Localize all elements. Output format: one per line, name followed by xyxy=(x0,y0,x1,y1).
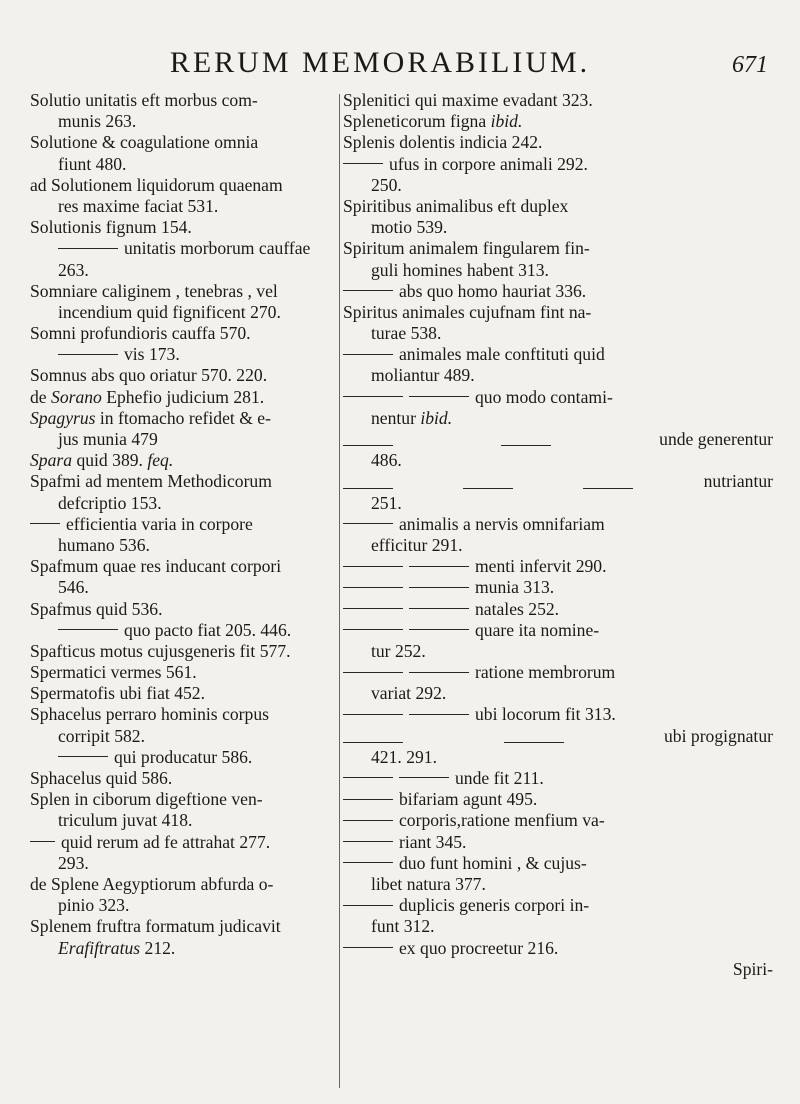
index-line-text: ad Solutionem liquidorum quaenam xyxy=(30,174,283,195)
index-line xyxy=(30,895,342,916)
ditto-dash xyxy=(409,587,469,588)
ditto-dash xyxy=(343,672,403,673)
index-line-text: Spafticus motus cujusgeneris fit 577. xyxy=(30,640,291,661)
ditto-dash xyxy=(58,354,118,355)
ditto-dash xyxy=(343,608,403,609)
index-line-text: Splenem fruftra formatum judicavit xyxy=(30,916,281,937)
index-line-text: de Splene Aegyptiorum abfurda o- xyxy=(30,873,274,894)
ditto-dash xyxy=(409,714,469,715)
ditto-dash xyxy=(409,629,469,630)
index-line xyxy=(343,471,773,492)
index-line-text: ex quo procreetur 216. xyxy=(399,937,559,958)
index-line-text: res maxime faciat 531. xyxy=(58,195,219,216)
index-line-text: Spermatofis ubi fiat 452. xyxy=(30,683,205,704)
index-line xyxy=(30,217,342,238)
index-line-text: corripit 582. xyxy=(58,725,145,746)
index-line xyxy=(343,874,773,895)
index-line-text: abs quo homo hauriat 336. xyxy=(399,280,587,301)
index-line xyxy=(30,683,342,704)
index-line xyxy=(30,365,342,386)
ditto-dash xyxy=(30,523,60,524)
index-line-text: ufus in corpore animali 292. xyxy=(389,153,588,174)
index-line-text: 421. 291. xyxy=(371,746,437,767)
index-line xyxy=(30,493,342,514)
index-line-text: funt 312. xyxy=(371,916,435,937)
index-line xyxy=(343,196,773,217)
index-line-text: ubi progignatur xyxy=(664,725,773,746)
index-line-text: Spara quid 389. feq. xyxy=(30,450,174,471)
index-line-text: Somni profundioris cauffa 570. xyxy=(30,323,251,344)
index-line xyxy=(343,90,773,111)
index-line-text: libet natura 377. xyxy=(371,873,486,894)
index-line xyxy=(343,238,773,259)
index-line-text: 546. xyxy=(58,577,89,598)
index-line xyxy=(343,556,773,577)
index-line-text: 250. xyxy=(371,174,402,195)
index-line xyxy=(30,323,342,344)
index-line xyxy=(30,662,342,683)
index-line xyxy=(30,196,342,217)
index-line xyxy=(343,493,773,514)
index-line xyxy=(343,260,773,281)
index-line xyxy=(343,810,773,831)
running-header: RERUM MEMORABILIUM. xyxy=(169,46,591,79)
index-line-text: Spiritus animales cujufnam fint na- xyxy=(343,301,592,322)
index-line xyxy=(30,471,342,492)
index-line-text: de Sorano Ephefio judicium 281. xyxy=(30,386,265,407)
index-line xyxy=(343,535,773,556)
index-line-text: animalis a nervis omnifariam xyxy=(399,513,605,534)
index-line-text: Spafmus quid 536. xyxy=(30,598,163,619)
index-line-text: nutriantur xyxy=(703,471,773,492)
ditto-dash xyxy=(343,777,393,778)
index-line-text: Solutione & coagulatione omnia xyxy=(30,132,259,153)
index-line xyxy=(343,514,773,535)
index-line xyxy=(343,641,773,662)
index-line xyxy=(343,916,773,937)
ditto-dash xyxy=(343,429,393,446)
ditto-dash xyxy=(409,566,469,567)
index-line xyxy=(30,789,342,810)
index-line-text: Spafmum quae res inducant corpori xyxy=(30,556,282,577)
index-line-text: Spiri- xyxy=(732,958,773,979)
ditto-dash xyxy=(58,248,118,249)
index-line xyxy=(343,895,773,916)
ditto-dash xyxy=(399,777,449,778)
index-line xyxy=(30,111,342,132)
index-line xyxy=(343,704,773,725)
ditto-dash xyxy=(343,163,383,164)
index-line xyxy=(343,959,773,980)
index-line-text: humano 536. xyxy=(58,534,150,555)
index-line xyxy=(343,450,773,471)
index-line-text: bifariam agunt 495. xyxy=(399,789,538,810)
ditto-dash xyxy=(343,905,393,906)
index-line-text: unitatis morborum cauffae xyxy=(124,238,311,259)
index-line-text: moliantur 489. xyxy=(371,365,475,386)
index-line-text: motio 539. xyxy=(371,217,448,238)
index-line xyxy=(30,810,342,831)
ditto-dash xyxy=(343,726,403,743)
index-line-text: 263. xyxy=(58,259,89,280)
index-line xyxy=(343,662,773,683)
index-line-text: Sphacelus quid 586. xyxy=(30,768,173,788)
index-line-text: pinio 323. xyxy=(58,895,130,916)
index-line-text: Sphacelus perraro hominis corpus xyxy=(30,704,269,725)
index-line xyxy=(30,641,342,662)
index-line xyxy=(30,387,342,408)
index-line-text: turae 538. xyxy=(371,323,442,344)
index-line-text: Splenitici qui maxime evadant 323. xyxy=(343,90,593,110)
index-line xyxy=(343,387,773,408)
index-line xyxy=(30,832,342,853)
index-line-text: jus munia 479 xyxy=(58,429,158,449)
index-line xyxy=(343,747,773,768)
index-line-text: 293. xyxy=(58,852,89,873)
index-line-text: munia 313. xyxy=(475,577,555,598)
index-line-text: duplicis generis corpori in- xyxy=(399,895,590,916)
ditto-dash xyxy=(463,471,513,488)
ditto-dash xyxy=(343,396,403,397)
index-line xyxy=(30,577,342,598)
index-line xyxy=(343,853,773,874)
index-line xyxy=(343,726,773,747)
index-line-text: riant 345. xyxy=(399,831,467,852)
ditto-dash xyxy=(409,396,469,397)
index-line-text: animales male conftituti quid xyxy=(399,344,605,365)
ditto-dash xyxy=(343,629,403,630)
index-line-text: quo modo contami- xyxy=(475,386,613,407)
index-line-text: ratione membrorum xyxy=(475,662,616,683)
index-line xyxy=(30,556,342,577)
index-line xyxy=(343,111,773,132)
index-line-text: Spiritum animalem fingularem fin- xyxy=(343,238,590,259)
index-line-text: efficitur 291. xyxy=(371,534,463,555)
ditto-dash xyxy=(343,587,403,588)
index-line xyxy=(343,832,773,853)
index-line xyxy=(343,281,773,302)
ditto-dash xyxy=(58,629,118,630)
index-line xyxy=(30,747,342,768)
ditto-dash xyxy=(343,471,393,488)
index-line-text: Splenis dolentis indicia 242. xyxy=(343,132,543,153)
index-line-text: Spagyrus in ftomacho refidet & e- xyxy=(30,407,271,428)
ditto-dash xyxy=(58,756,108,757)
ditto-dash xyxy=(343,947,393,948)
ditto-dash xyxy=(343,354,393,355)
index-line-text: triculum juvat 418. xyxy=(58,810,193,831)
index-line-text: quo pacto fiat 205. 446. xyxy=(124,619,292,640)
right-column xyxy=(343,90,773,980)
index-line xyxy=(343,789,773,810)
index-line xyxy=(30,768,342,789)
index-line-text: guli homines habent 313. xyxy=(371,259,549,280)
index-line-text: 251. xyxy=(371,492,402,513)
index-line xyxy=(30,535,342,556)
index-line xyxy=(343,323,773,344)
ditto-dash xyxy=(30,841,55,842)
index-line xyxy=(30,408,342,429)
index-line xyxy=(30,429,342,450)
index-line xyxy=(343,938,773,959)
index-line-text: Splen in ciborum digeftione ven- xyxy=(30,789,263,810)
index-line-text: quid rerum ad fe attrahat 277. xyxy=(61,831,271,852)
ditto-dash xyxy=(343,566,403,567)
index-line-text: incendium quid fignificent 270. xyxy=(58,301,281,322)
index-line xyxy=(343,154,773,175)
index-line xyxy=(343,683,773,704)
index-line-text: menti infervit 290. xyxy=(475,556,607,577)
index-line xyxy=(343,365,773,386)
index-line xyxy=(30,175,342,196)
ditto-dash xyxy=(343,799,393,800)
index-line xyxy=(30,916,342,937)
index-line xyxy=(343,217,773,238)
index-line-text: qui producatur 586. xyxy=(114,746,253,767)
index-line xyxy=(30,599,342,620)
index-line-text: Spleneticorum figna ibid. xyxy=(343,111,523,132)
index-line-text: Erafiftratus 212. xyxy=(58,937,176,958)
index-line-text: defcriptio 153. xyxy=(58,492,162,513)
index-line-text: Spiritibus animalibus eft duplex xyxy=(343,195,569,216)
left-column xyxy=(30,90,342,959)
index-line-text: unde fit 211. xyxy=(455,768,544,788)
index-line xyxy=(343,768,773,789)
ditto-dash xyxy=(343,820,393,821)
index-line xyxy=(343,577,773,598)
index-line xyxy=(343,344,773,365)
index-line-text: tur 252. xyxy=(371,640,426,661)
index-line xyxy=(30,704,342,725)
index-line xyxy=(30,132,342,153)
index-line-text: Solutionis fignum 154. xyxy=(30,217,192,238)
index-line-text: Solutio unitatis eft morbus com- xyxy=(30,90,258,110)
ditto-dash xyxy=(501,429,551,446)
ditto-dash xyxy=(409,608,469,609)
index-line xyxy=(30,281,342,302)
ditto-dash xyxy=(409,672,469,673)
ditto-dash xyxy=(343,714,403,715)
ditto-dash xyxy=(343,841,393,842)
index-line-text: vis 173. xyxy=(124,344,180,365)
index-line xyxy=(343,599,773,620)
index-line xyxy=(343,620,773,641)
index-line-text: nentur ibid. xyxy=(371,407,453,428)
ditto-dash xyxy=(343,523,393,524)
index-line xyxy=(30,344,342,365)
index-line xyxy=(30,154,342,175)
index-line xyxy=(30,302,342,323)
index-line-text: variat 292. xyxy=(371,683,447,704)
index-line xyxy=(30,450,342,471)
index-line-text: Spermatici vermes 561. xyxy=(30,662,197,683)
index-line xyxy=(30,620,342,641)
index-line xyxy=(30,260,342,281)
index-line xyxy=(343,408,773,429)
index-line-text: ubi locorum fit 313. xyxy=(475,704,616,725)
index-line-text: quare ita nomine- xyxy=(475,619,600,640)
index-line xyxy=(30,238,342,259)
index-line xyxy=(343,175,773,196)
index-line xyxy=(30,938,342,959)
index-line xyxy=(30,874,342,895)
index-line xyxy=(30,514,342,535)
ditto-dash xyxy=(504,726,564,743)
ditto-dash xyxy=(343,862,393,863)
index-line-text: duo funt homini , & cujus- xyxy=(399,852,587,873)
index-line-text: fiunt 480. xyxy=(58,153,127,174)
index-line xyxy=(343,302,773,323)
index-line-text: efficientia varia in corpore xyxy=(66,513,253,534)
index-line-text: corporis,ratione menfium va- xyxy=(399,810,605,831)
index-line-text: unde generentur xyxy=(659,429,773,449)
index-line xyxy=(343,132,773,153)
index-line xyxy=(30,726,342,747)
index-line-text: natales 252. xyxy=(475,598,560,619)
page-number: 671 xyxy=(732,52,768,78)
index-line-text: Somnus abs quo oriatur 570. 220. xyxy=(30,365,268,386)
index-line-text: Somniare caliginem , tenebras , vel xyxy=(30,280,278,301)
index-line xyxy=(30,853,342,874)
index-line xyxy=(343,429,773,450)
index-line-text: Spafmi ad mentem Methodicorum xyxy=(30,471,272,492)
index-line-text: 486. xyxy=(371,450,402,471)
index-line xyxy=(30,90,342,111)
ditto-dash xyxy=(583,471,633,488)
ditto-dash xyxy=(343,290,393,291)
index-line-text: munis 263. xyxy=(58,111,137,132)
